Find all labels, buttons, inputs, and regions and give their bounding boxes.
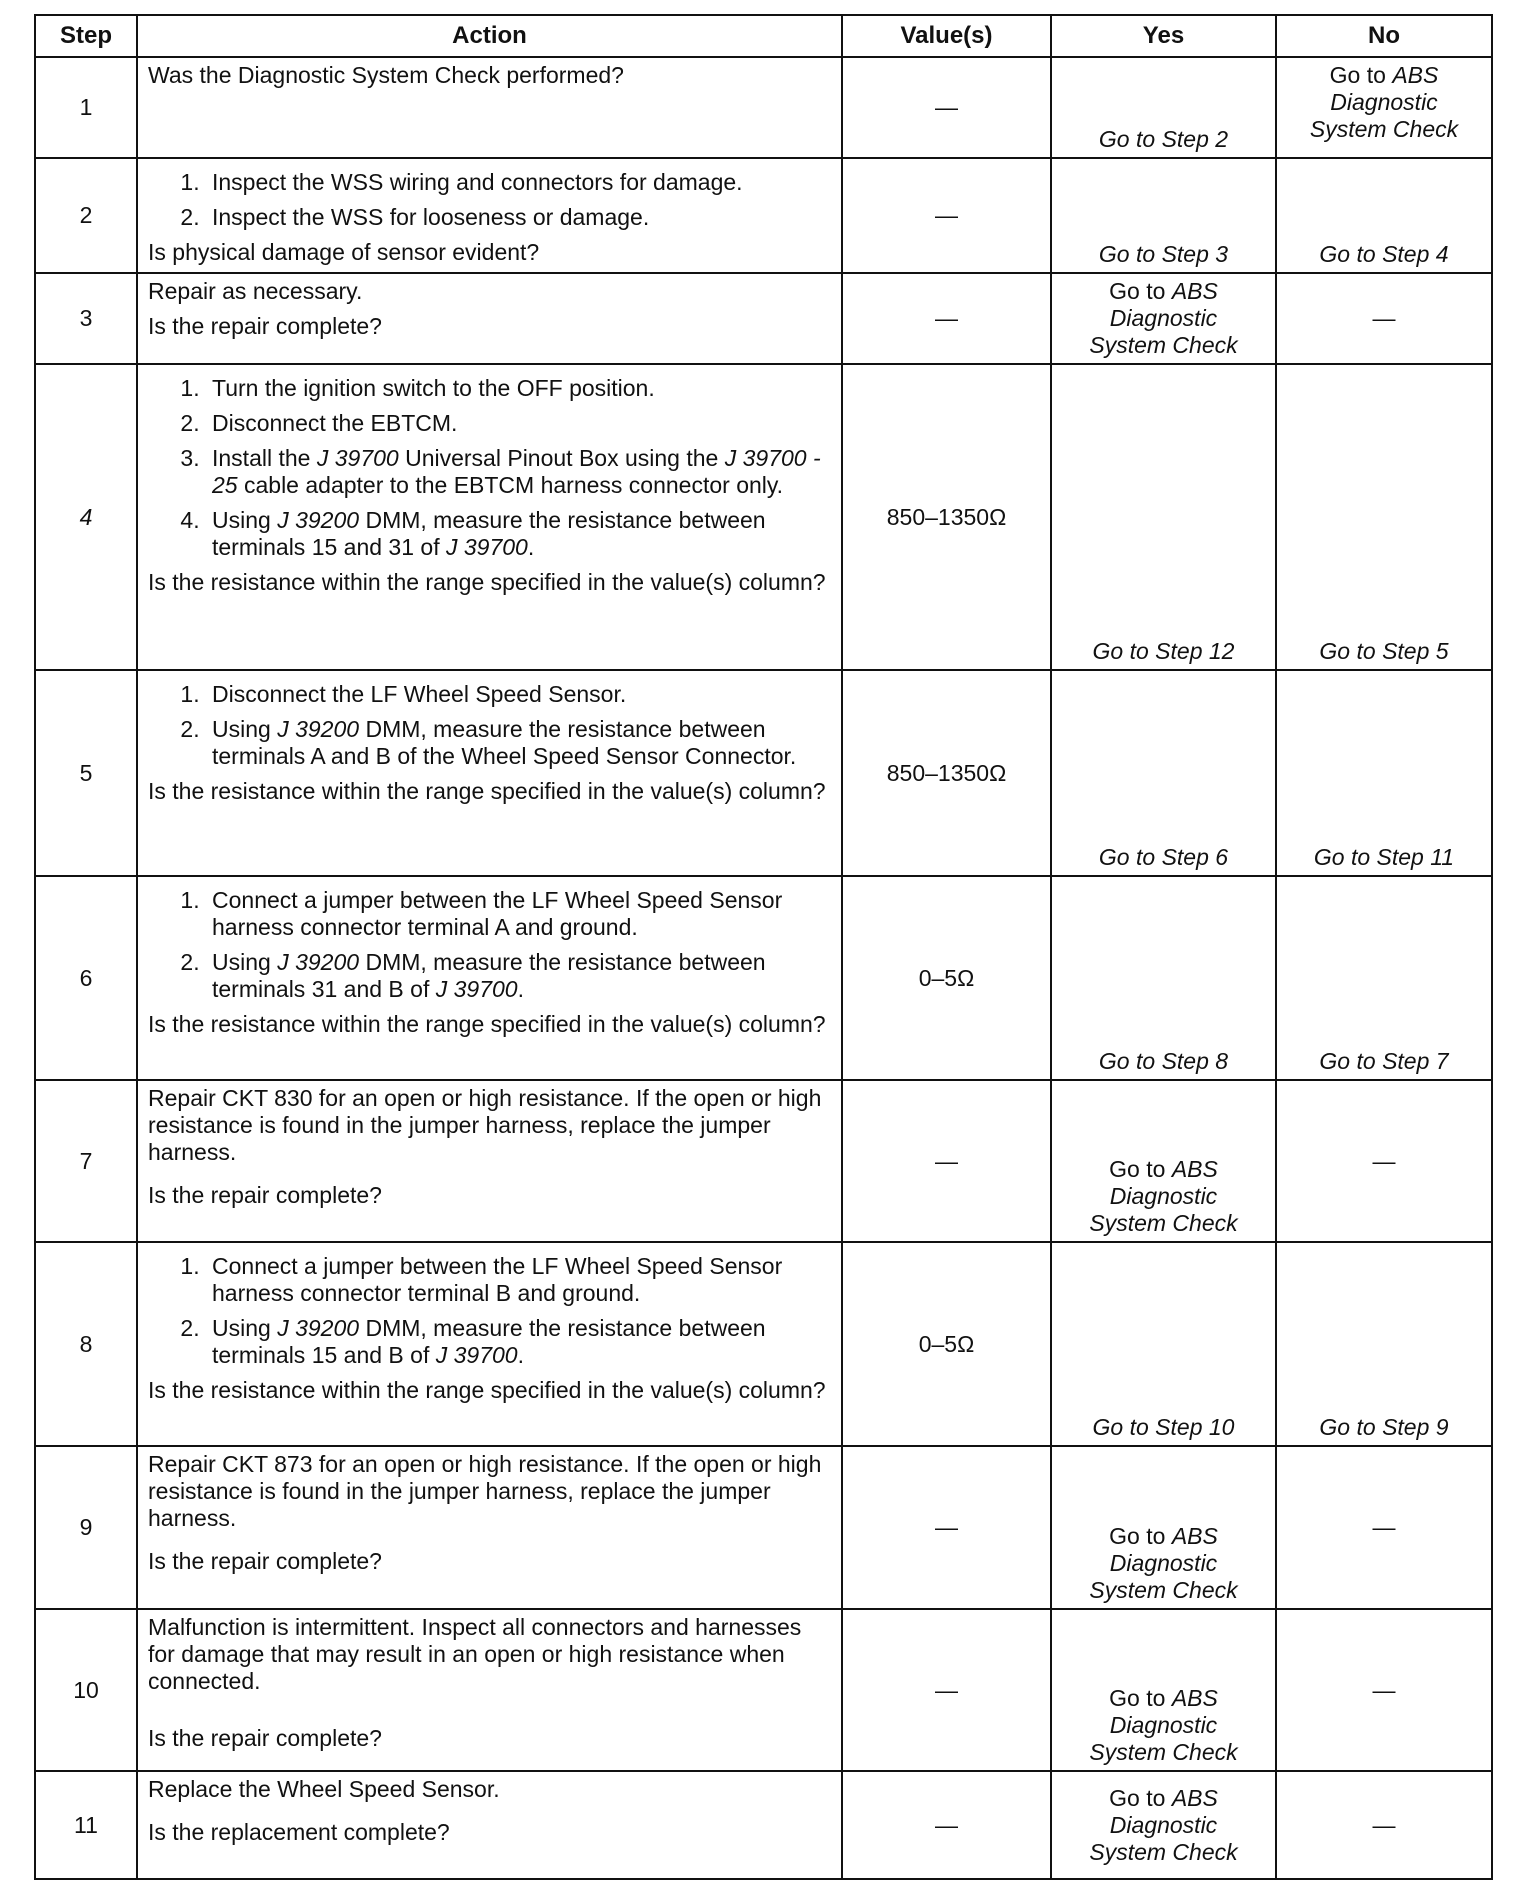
action-question: Is the repair complete? [148, 313, 382, 339]
substep: 2. Inspect the WSS for looseness or damage. [206, 204, 831, 231]
yes-goto-line3: System Check [1089, 1210, 1238, 1236]
yes-goto: Go to Step 6 [1098, 844, 1229, 870]
yes-goto: Go to Step 10 [1092, 1414, 1235, 1440]
action-cell [137, 1771, 842, 1879]
no-cell: — [1276, 1446, 1492, 1609]
step-number: 6 [35, 876, 137, 1080]
action-intro: Replace the Wheel Speed Sensor. [148, 1776, 500, 1802]
no-goto-line2: Diagnostic [1330, 89, 1438, 115]
action-intro: Repair CKT 830 for an open or high resistance. If the open or high resistance is found in the jumper harness, replace the jumper harness. [148, 1085, 822, 1165]
no-goto-line3: System Check [1309, 116, 1459, 142]
substep: 1. Connect a jumper between the LF Wheel Speed Sensor harness connector terminal A and ground. [206, 887, 831, 941]
action-question: Is the repair complete? [148, 1548, 382, 1574]
table-row [35, 1446, 1492, 1609]
header-row [35, 15, 1492, 57]
step-number: 1 [35, 57, 137, 158]
table-row [35, 57, 1492, 158]
yes-cell [1051, 1446, 1276, 1609]
action-question: Is the resistance within the range specified in the value(s) column? [148, 569, 826, 595]
step-number: 11 [35, 1771, 137, 1879]
yes-cell [1051, 158, 1276, 273]
no-cell [1276, 876, 1492, 1080]
yes-goto-line2: Diagnostic [1109, 1550, 1218, 1576]
action-cell [137, 876, 842, 1080]
no-goto: Go to Step 9 [1319, 1414, 1449, 1440]
yes-goto-line2: Diagnostic [1109, 1712, 1218, 1738]
action-cell [137, 158, 842, 273]
goto-prefix: Go to [1109, 1685, 1166, 1711]
no-goto: Go to Step 5 [1319, 638, 1449, 664]
substep: 2. Disconnect the EBTCM. [206, 410, 831, 437]
goto-prefix: Go to [1329, 62, 1386, 88]
step-number: 10 [35, 1609, 137, 1771]
yes-cell [1051, 1242, 1276, 1446]
tool-ref: J 39700 [316, 445, 399, 471]
goto-abs: ABS [1171, 1685, 1218, 1711]
yes-goto-line2: Diagnostic [1109, 305, 1218, 331]
value-cell: — [842, 273, 1051, 364]
action-cell [137, 1446, 842, 1609]
substep: 1. Disconnect the LF Wheel Speed Sensor. [206, 681, 831, 708]
no-goto: Go to Step 11 [1313, 844, 1455, 870]
action-cell [137, 1080, 842, 1242]
goto-prefix: Go to [1109, 1523, 1166, 1549]
no-cell [1276, 670, 1492, 876]
substep: 1. Connect a jumper between the LF Wheel Speed Sensor harness connector terminal B and ground. [206, 1253, 831, 1307]
tool-ref: J 39700 [435, 1342, 518, 1368]
value-cell: 850–1350Ω [842, 670, 1051, 876]
yes-cell [1051, 670, 1276, 876]
tool-ref: J 39200 [277, 716, 360, 742]
action-intro: Repair CKT 873 for an open or high resistance. If the open or high resistance is found in the jumper harness, replace the jumper harness. [148, 1451, 822, 1531]
substep-list [148, 681, 831, 770]
step-number: 3 [35, 273, 137, 364]
tool-ref: J 39200 [277, 949, 360, 975]
yes-goto-line3: System Check [1089, 1577, 1238, 1603]
goto-prefix: Go to [1109, 1156, 1166, 1182]
value-cell: — [842, 57, 1051, 158]
action-question: Is the repair complete? [148, 1725, 382, 1751]
value-cell: 0–5Ω [842, 876, 1051, 1080]
no-cell [1276, 1242, 1492, 1446]
header-action: Action [137, 15, 842, 57]
action-cell [137, 1242, 842, 1446]
yes-cell [1051, 876, 1276, 1080]
yes-cell [1051, 364, 1276, 670]
table-row [35, 1242, 1492, 1446]
step-number: 2 [35, 158, 137, 273]
header-no: No [1276, 15, 1492, 57]
table-row [35, 1609, 1492, 1771]
yes-goto-line3: System Check [1089, 332, 1238, 358]
no-goto-line1 [1281, 62, 1487, 89]
no-goto: Go to Step 7 [1319, 1048, 1449, 1074]
no-cell: — [1276, 273, 1492, 364]
action-cell [137, 364, 842, 670]
tool-ref: J 39700 [445, 534, 528, 560]
action-question: Is the repair complete? [148, 1182, 382, 1208]
substep: 2. Using J 39200 DMM, measure the resistance between terminals 31 and B of J 39700. [206, 949, 831, 1003]
goto-abs: ABS [1171, 278, 1218, 304]
yes-goto-line1 [1056, 1785, 1271, 1812]
step-number: 5 [35, 670, 137, 876]
no-goto: Go to Step 4 [1319, 241, 1449, 267]
yes-goto-line2: Diagnostic [1109, 1183, 1218, 1209]
substep: 1. Inspect the WSS wiring and connectors for damage. [206, 169, 831, 196]
substep: 2. Using J 39200 DMM, measure the resistance between terminals 15 and B of J 39700. [206, 1315, 831, 1369]
substep-list [148, 1253, 831, 1369]
yes-cell [1051, 273, 1276, 364]
action-question: Is the resistance within the range specified in the value(s) column? [148, 778, 826, 804]
yes-goto-line2: Diagnostic [1109, 1811, 1218, 1838]
substep-list [148, 887, 831, 1003]
yes-goto-line3: System Check [1089, 1838, 1238, 1865]
yes-goto: Go to Step 3 [1098, 241, 1229, 267]
yes-goto-line1 [1056, 1685, 1271, 1712]
yes-cell [1051, 1771, 1276, 1879]
no-cell: — [1276, 1609, 1492, 1771]
goto-prefix: Go to [1109, 1784, 1166, 1811]
action-question: Is the replacement complete? [148, 1819, 450, 1845]
action-question: Is physical damage of sensor evident? [148, 239, 540, 265]
table-row [35, 670, 1492, 876]
table-row [35, 876, 1492, 1080]
header-yes: Yes [1051, 15, 1276, 57]
tool-ref: J 39200 [277, 1315, 360, 1341]
step-number: 7 [35, 1080, 137, 1242]
action-cell [137, 273, 842, 364]
goto-abs: ABS [1171, 1523, 1218, 1549]
substep: 1. Turn the ignition switch to the OFF position. [206, 375, 831, 402]
goto-abs: ABS [1171, 1784, 1218, 1811]
yes-goto-line1 [1056, 278, 1271, 305]
action-question: Is the resistance within the range specified in the value(s) column? [148, 1011, 826, 1037]
yes-goto: Go to Step 2 [1098, 126, 1229, 152]
action-cell [137, 1609, 842, 1771]
no-cell [1276, 57, 1492, 158]
yes-goto-line3: System Check [1089, 1739, 1238, 1765]
step-number: 8 [35, 1242, 137, 1446]
table-row [35, 158, 1492, 273]
diagnostic-table [34, 14, 1493, 1880]
no-cell: — [1276, 1080, 1492, 1242]
table-row [35, 1080, 1492, 1242]
tool-ref: J 39700 - 25 [212, 445, 821, 498]
value-cell: — [842, 158, 1051, 273]
goto-abs: ABS [1392, 62, 1439, 88]
action-question: Is the resistance within the range specified in the value(s) column? [148, 1377, 826, 1403]
action-cell [137, 57, 842, 158]
yes-cell [1051, 57, 1276, 158]
tool-ref: J 39200 [277, 507, 360, 533]
step-number: 9 [35, 1446, 137, 1609]
value-cell: 850–1350Ω [842, 364, 1051, 670]
header-values: Value(s) [842, 15, 1051, 57]
value-cell: — [842, 1080, 1051, 1242]
table-row [35, 364, 1492, 670]
yes-goto: Go to Step 12 [1092, 638, 1235, 664]
substep-list [148, 169, 831, 231]
yes-cell [1051, 1080, 1276, 1242]
header-step: Step [35, 15, 137, 57]
goto-abs: ABS [1171, 1156, 1218, 1182]
action-cell [137, 670, 842, 876]
tool-ref: J 39700 [435, 976, 518, 1002]
step-number: 4 [35, 364, 137, 670]
substep: 4. Using J 39200 DMM, measure the resistance between terminals 15 and 31 of J 39700. [206, 507, 831, 561]
goto-prefix: Go to [1109, 278, 1166, 304]
action-intro: Was the Diagnostic System Check performed? [148, 62, 624, 88]
no-cell: — [1276, 1771, 1492, 1879]
no-cell [1276, 364, 1492, 670]
substep-list [148, 375, 831, 561]
action-intro: Repair as necessary. [148, 278, 363, 304]
action-intro: Malfunction is intermittent. Inspect all connectors and harnesses for damage that may result in an open or high resistance when connected. [148, 1614, 802, 1694]
value-cell: — [842, 1771, 1051, 1879]
yes-cell [1051, 1609, 1276, 1771]
table-row [35, 1771, 1492, 1879]
value-cell: — [842, 1609, 1051, 1771]
substep: 2. Using J 39200 DMM, measure the resistance between terminals A and B of the Wheel Speed Sensor Connector. [206, 716, 831, 770]
yes-goto: Go to Step 8 [1098, 1048, 1229, 1074]
yes-goto-line1 [1056, 1156, 1271, 1183]
value-cell: — [842, 1446, 1051, 1609]
no-cell [1276, 158, 1492, 273]
table-row [35, 273, 1492, 364]
yes-goto-line1 [1056, 1523, 1271, 1550]
value-cell: 0–5Ω [842, 1242, 1051, 1446]
substep: 3. Install the J 39700 Universal Pinout Box using the J 39700 - 25 cable adapter to the EBTCM harness connector only. [206, 445, 831, 499]
